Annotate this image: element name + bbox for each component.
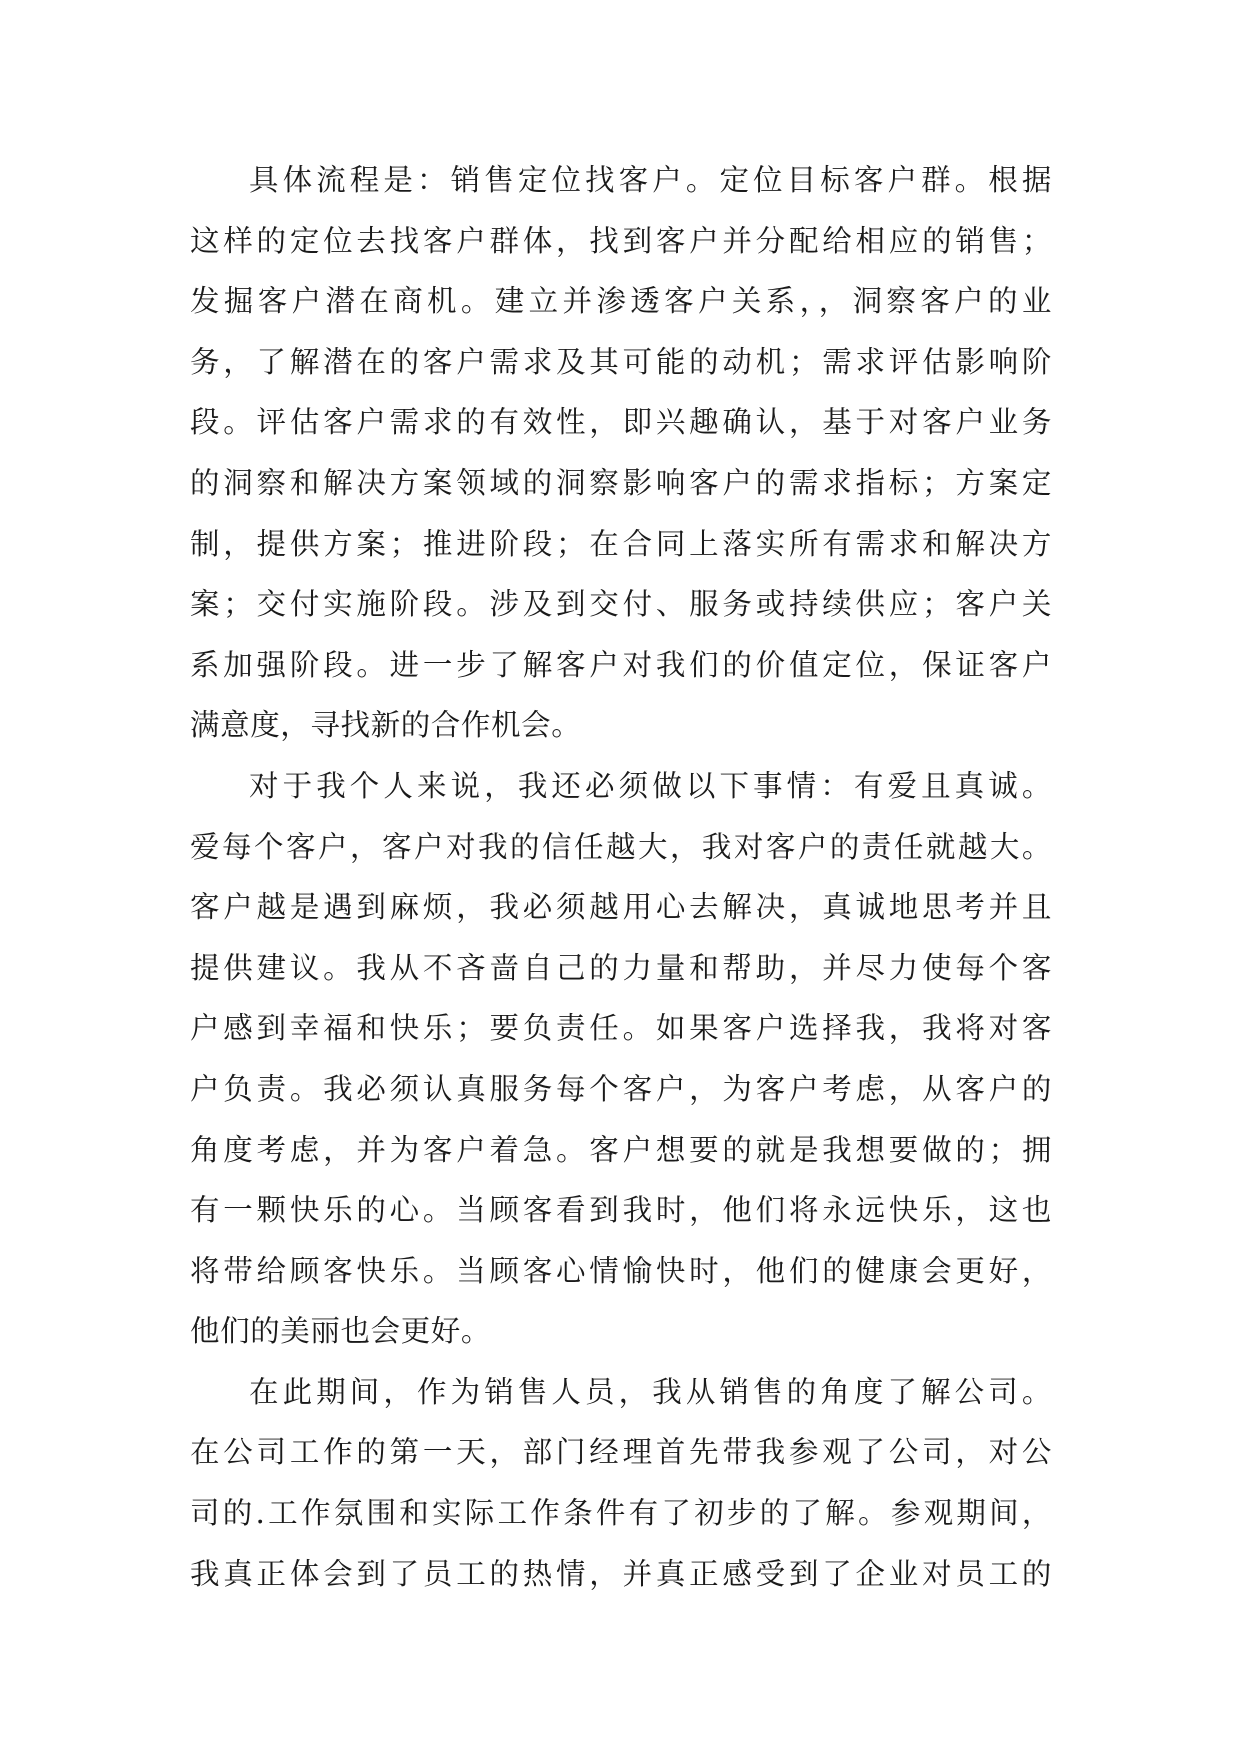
text-line: 务，了解潜在的客户需求及其可能的动机；需求评估影响阶 (190, 344, 1052, 379)
text-line: 的洞察和解决方案领域的洞察影响客户的需求指标；方案定 (190, 465, 1052, 500)
text-line: 系加强阶段。进一步了解客户对我们的价值定位，保证客户 (190, 647, 1052, 682)
text-line: 具体流程是：销售定位找客户。定位目标客户群。根据 (249, 163, 1052, 197)
paragraph-company-introduction (190, 1362, 1052, 1604)
paragraph-sales-process (190, 150, 1052, 756)
text-line: 户负责。我必须认真服务每个客户，为客户考虑，从客户的 (190, 1071, 1052, 1106)
text-line: 在公司工作的第一天，部门经理首先带我参观了公司，对公 (190, 1435, 1052, 1470)
text-line: 将带给顾客快乐。当顾客心情愉快时，他们的健康会更好， (190, 1253, 1052, 1288)
text-line: 发掘客户潜在商机。建立并渗透客户关系，，洞察客户的业 (190, 284, 1052, 319)
text-line: 有一颗快乐的心。当顾客看到我时，他们将永远快乐，这也 (190, 1193, 1052, 1228)
text-line: 户感到幸福和快乐；要负责任。如果客户选择我，我将对客 (190, 1011, 1052, 1046)
text-line: 案；交付实施阶段。涉及到交付、服务或持续供应；客户关 (190, 587, 1052, 622)
paragraph-personal-commitment (190, 756, 1052, 1362)
text-line: 满意度，寻找新的合作机会。 (190, 708, 582, 743)
text-line: 爱每个客户，客户对我的信任越大，我对客户的责任就越大。 (190, 829, 1052, 864)
document-body (190, 150, 1052, 1604)
text-line: 角度考虑，并为客户着急。客户想要的就是我想要做的；拥 (190, 1132, 1052, 1167)
text-line: 制，提供方案；推进阶段；在合同上落实所有需求和解决方 (190, 526, 1052, 561)
text-line: 段。评估客户需求的有效性，即兴趣确认，基于对客户业务 (190, 405, 1052, 440)
text-line: 提供建议。我从不吝啬自己的力量和帮助，并尽力使每个客 (190, 950, 1052, 985)
text-line: 对于我个人来说，我还必须做以下事情：有爱且真诚。 (249, 768, 1052, 803)
text-line: 司的.工作氛围和实际工作条件有了初步的了解。参观期间， (190, 1496, 1052, 1531)
text-line: 他们的美丽也会更好。 (190, 1314, 492, 1349)
text-line: 这样的定位去找客户群体，找到客户并分配给相应的销售； (190, 223, 1052, 258)
text-line: 我真正体会到了员工的热情，并真正感受到了企业对员工的 (190, 1556, 1052, 1591)
text-line: 客户越是遇到麻烦，我必须越用心去解决，真诚地思考并且 (190, 890, 1052, 925)
text-line: 在此期间，作为销售人员，我从销售的角度了解公司。 (249, 1374, 1052, 1409)
